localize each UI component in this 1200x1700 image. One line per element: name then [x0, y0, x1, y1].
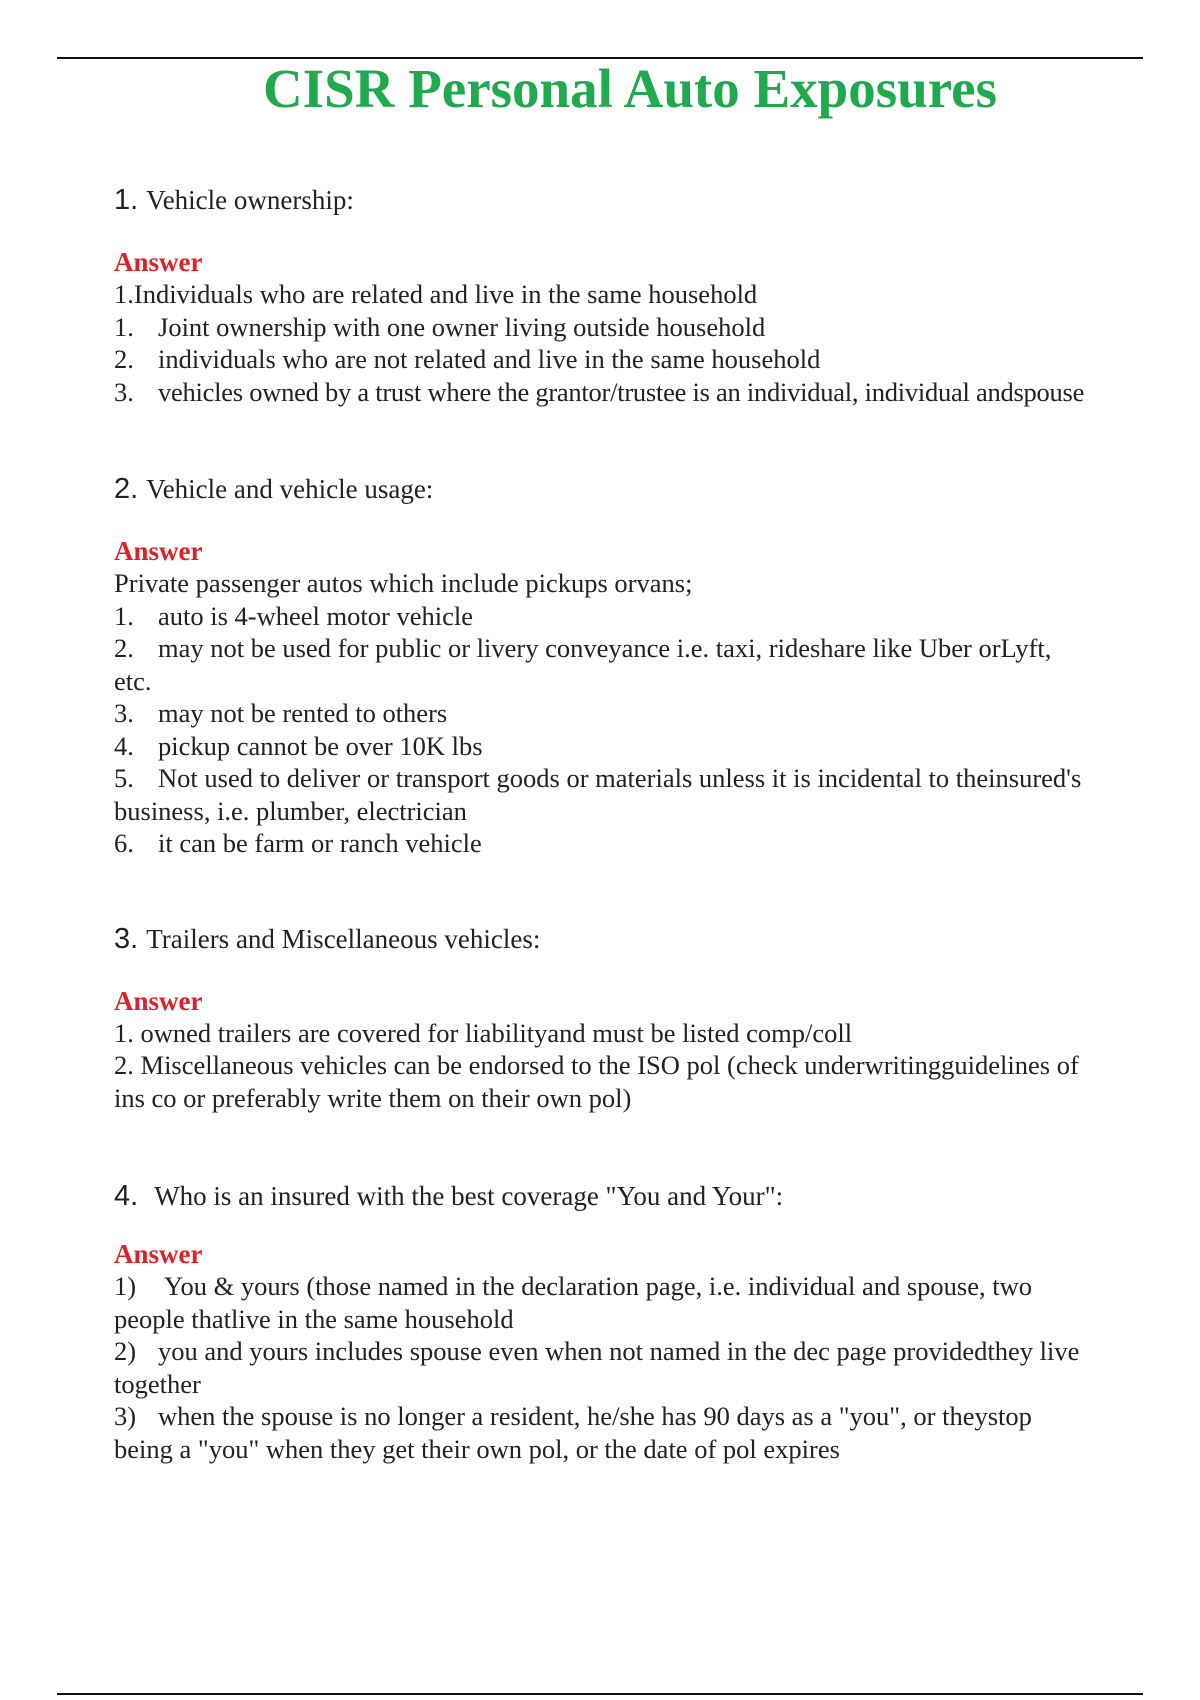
line-text: may not be used for public or livery conveyance i.e. taxi, rideshare like Uber orLyft,: [158, 633, 1052, 663]
question-number: 1.: [114, 184, 139, 216]
document-title: CISR Personal Auto Exposures: [263, 58, 997, 119]
question-number: 4.: [114, 1180, 139, 1212]
answer-label: Answer: [114, 536, 203, 566]
line-text: Joint ownership with one owner living outside household: [158, 311, 766, 342]
answer-line: [114, 827, 1144, 860]
line-number: 2.: [114, 344, 134, 374]
answer-line: [114, 278, 1144, 311]
question-text: Vehicle and vehicle usage:: [146, 474, 434, 504]
line-number: 6.: [114, 828, 134, 858]
line-text: You & yours (those named in the declaration page, i.e. individual and spouse, two: [164, 1271, 1032, 1301]
answer-line: [114, 1400, 1144, 1433]
answer-line: [114, 632, 1144, 665]
answer-line: [114, 311, 1144, 344]
line-text: may not be rented to others: [158, 698, 448, 728]
answer-line: [114, 600, 1144, 633]
answer-line: [114, 376, 1144, 409]
line-text: when the spouse is no longer a resident, he/she has 90 days as a "you", or theystop: [158, 1401, 1032, 1431]
question-text: Vehicle ownership:: [146, 185, 354, 215]
line-text: vehicles owned by a trust where the grantor/trustee is an individual, individual andspouse: [158, 376, 1085, 407]
line-text: it can be farm or ranch vehicle: [158, 828, 482, 858]
line-number: 4.: [114, 730, 134, 761]
line-text: individuals who are not related and live in the same household: [158, 344, 821, 374]
line-number: 1.: [114, 311, 134, 342]
line-text: owned trailers are covered for liabilityand must be listed comp/coll: [140, 1017, 853, 1048]
answer-line: [114, 1049, 1144, 1082]
line-number: 3.: [114, 376, 134, 407]
line-number: 1.: [114, 600, 134, 631]
answer-line: [114, 762, 1144, 795]
section-4: [114, 1176, 1144, 1465]
question-4: [114, 1176, 1144, 1216]
line-number: 1.: [114, 279, 134, 309]
line-text: Individuals who are related and live in the same household: [133, 279, 758, 309]
document-body: [114, 180, 1144, 1465]
question-2: [114, 469, 1144, 509]
answer-line-continued: together: [114, 1368, 201, 1399]
section-3: [114, 919, 1144, 1115]
line-number: 2): [114, 1336, 137, 1366]
bottom-rule: [57, 1693, 1143, 1695]
question-text: Trailers and Miscellaneous vehicles:: [146, 923, 541, 954]
answer-line: [114, 1270, 1144, 1303]
line-number: 1): [114, 1271, 137, 1301]
question-1: [114, 180, 1144, 220]
line-text: Not used to deliver or transport goods or materials unless it is incidental to theinsured's: [158, 763, 1082, 793]
line-number: 2.: [114, 1050, 134, 1080]
answer-line: [114, 343, 1144, 376]
line-number: 5.: [114, 763, 134, 793]
line-text: pickup cannot be over 10K lbs: [158, 730, 483, 761]
answer-line: [114, 1017, 1144, 1050]
line-text: you and yours includes spouse even when not named in the dec page providedthey live: [158, 1336, 1080, 1366]
answer-line: [114, 730, 1144, 763]
line-number: 1.: [114, 1017, 134, 1048]
question-number: 2.: [114, 473, 139, 505]
answer-line-continued: people thatlive in the same household: [114, 1303, 514, 1334]
section-1: [114, 180, 1144, 408]
section-2: [114, 469, 1144, 860]
answer-intro: Private passenger autos which include pickups orvans;: [114, 568, 693, 598]
answer-line: [114, 1335, 1144, 1368]
question-3: [114, 919, 1144, 959]
answer-label: Answer: [114, 1239, 203, 1269]
answer-label: Answer: [114, 985, 203, 1016]
line-text: Miscellaneous vehicles can be endorsed to the ISO pol (check underwritingguidelines of: [140, 1050, 1079, 1080]
answer-line-continued: ins co or preferably write them on their own pol): [114, 1082, 632, 1113]
line-number: 3.: [114, 698, 134, 728]
answer-line-continued: etc.: [114, 665, 152, 696]
answer-line: [114, 697, 1144, 730]
answer-line-continued: business, i.e. plumber, electrician: [114, 795, 467, 826]
line-number: 2.: [114, 633, 134, 663]
answer-line-continued: being a "you" when they get their own pol, or the date of pol expires: [114, 1433, 840, 1464]
line-number: 3): [114, 1401, 137, 1431]
answer-label: Answer: [114, 247, 203, 277]
question-text: Who is an insured with the best coverage "You and Your":: [154, 1181, 784, 1211]
line-text: auto is 4-wheel motor vehicle: [158, 600, 473, 631]
question-number: 3.: [114, 922, 139, 955]
